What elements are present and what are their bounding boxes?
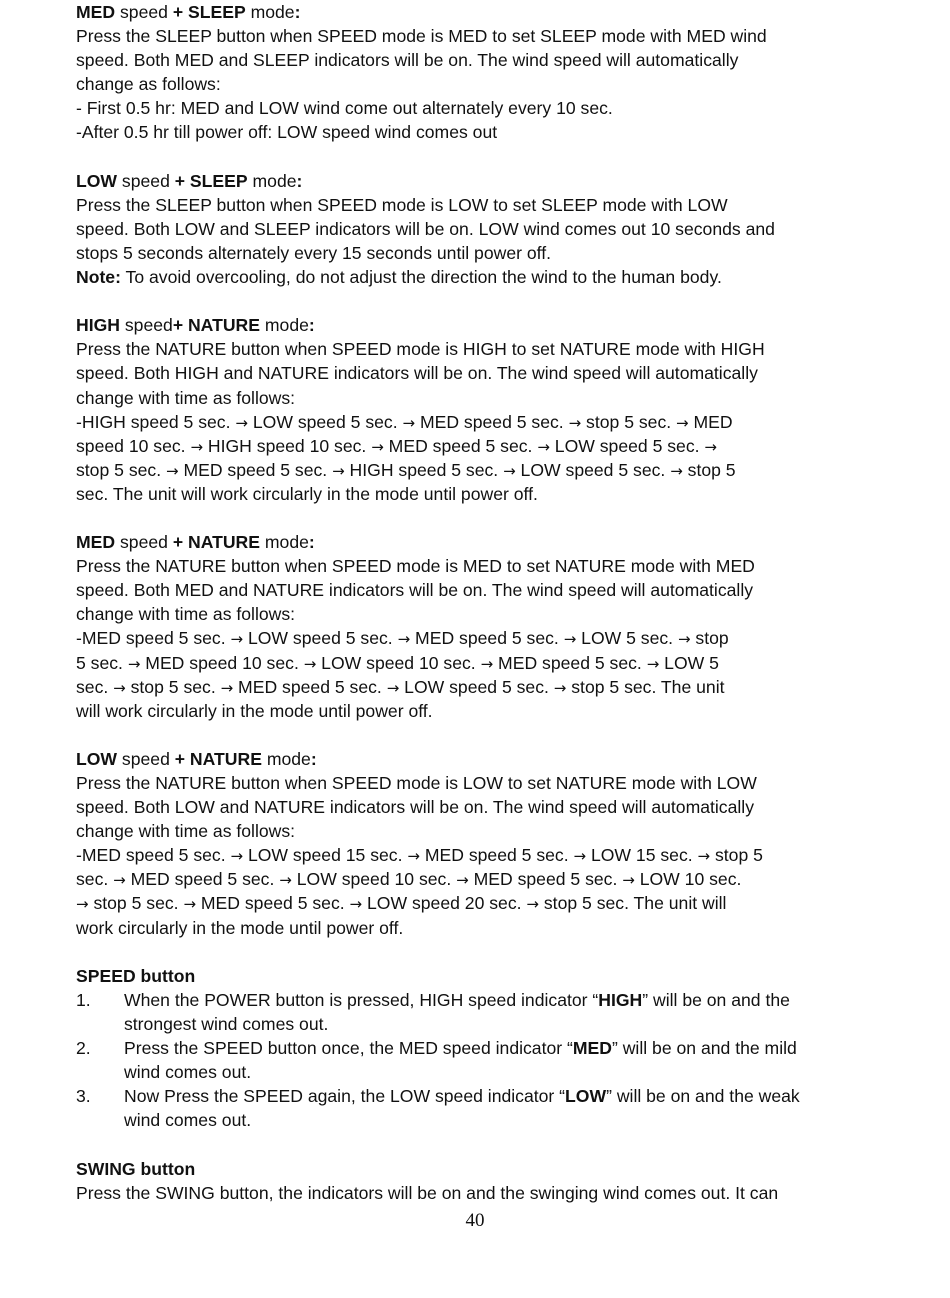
list-text: When the POWER button is pressed, HIGH speed indicator “HIGH” will be on and the xyxy=(124,989,790,1010)
section-swing-button xyxy=(76,1157,876,1205)
section-heading: MED speed + NATURE mode: xyxy=(76,532,315,553)
paragraph-line: - First 0.5 hr: MED and LOW wind come out alternately every 10 sec. xyxy=(76,98,613,119)
section-low-nature xyxy=(76,747,876,940)
arrow-icon: → xyxy=(677,630,691,649)
section-heading: SPEED button xyxy=(76,965,196,986)
arrow-icon: → xyxy=(113,871,126,890)
arrow-icon: → xyxy=(670,461,683,480)
paragraph-line: change as follows: xyxy=(76,74,221,95)
arrow-icon: → xyxy=(402,413,416,432)
arrow-icon: → xyxy=(279,871,292,890)
arrow-icon: → xyxy=(704,437,717,456)
arrow-icon: → xyxy=(127,654,141,673)
paragraph-line: change with time as follows: xyxy=(76,604,296,625)
arrow-icon: → xyxy=(332,461,345,480)
paragraph-gap xyxy=(76,940,876,964)
section-med-sleep xyxy=(76,0,876,145)
list-text: wind comes out. xyxy=(124,1110,252,1131)
arrow-icon: → xyxy=(646,654,660,673)
paragraph-line: Press the SWING button, the indicators will be on and the swinging wind comes out. It can xyxy=(76,1182,779,1203)
paragraph-gap xyxy=(76,1132,876,1156)
paragraph-line: speed. Both LOW and SLEEP indicators will be on. LOW wind comes out 10 seconds and xyxy=(76,218,775,239)
arrow-icon: → xyxy=(568,413,582,432)
section-low-sleep xyxy=(76,169,876,289)
section-med-nature xyxy=(76,530,876,723)
arrow-icon: → xyxy=(407,847,420,866)
sequence-line: -HIGH speed 5 sec. → LOW speed 5 sec. → MED speed 5 sec. → stop 5 sec. → MED xyxy=(76,411,733,432)
arrow-icon: → xyxy=(235,413,248,432)
paragraph-gap xyxy=(76,723,876,747)
sequence-line: → stop 5 sec. → MED speed 5 sec. → LOW speed 20 sec. → stop 5 sec. The unit will xyxy=(76,893,727,914)
arrow-icon: → xyxy=(230,847,244,866)
arrow-icon: → xyxy=(553,678,567,697)
arrow-icon: → xyxy=(526,895,539,914)
note-line xyxy=(76,265,876,289)
section-heading: LOW speed + NATURE mode: xyxy=(76,748,317,769)
arrow-icon: → xyxy=(113,678,126,697)
paragraph-line: Press the SLEEP button when SPEED mode is MED to set SLEEP mode with MED wind xyxy=(76,26,767,47)
arrow-icon: → xyxy=(220,678,234,697)
paragraph-line: speed. Both MED and SLEEP indicators will be on. The wind speed will automatically xyxy=(76,50,739,71)
paragraph-gap xyxy=(76,289,876,313)
arrow-icon: → xyxy=(303,654,317,673)
paragraph-line: speed. Both MED and NATURE indicators will be on. The wind speed will automatically xyxy=(76,580,754,601)
arrow-icon: → xyxy=(456,871,469,890)
arrow-icon: → xyxy=(386,678,400,697)
list-text: Press the SPEED button once, the MED speed indicator “MED” will be on and the mild xyxy=(124,1038,797,1059)
arrow-icon: → xyxy=(697,847,711,866)
arrow-icon: → xyxy=(573,847,587,866)
paragraph-gap xyxy=(76,145,876,169)
paragraph-line: change with time as follows: xyxy=(76,387,296,408)
list-number: 2. xyxy=(76,1038,91,1059)
arrow-icon: → xyxy=(503,461,516,480)
paragraph-line: speed. Both LOW and NATURE indicators will be on. The wind speed will automatically xyxy=(76,797,755,818)
list-text: Now Press the SPEED again, the LOW speed indicator “LOW” will be on and the weak xyxy=(124,1086,800,1107)
note-label: Note: xyxy=(76,267,121,288)
list-number: 1. xyxy=(76,989,91,1010)
paragraph-line: will work circularly in the mode until power off. xyxy=(76,700,433,721)
section-heading: LOW speed + SLEEP mode: xyxy=(76,170,303,191)
list-item xyxy=(76,988,876,1036)
section-heading: HIGH speed+ NATURE mode: xyxy=(76,315,315,336)
list-text: wind comes out. xyxy=(124,1062,252,1083)
sequence-line: -MED speed 5 sec. → LOW speed 5 sec. → MED speed 5 sec. → LOW 5 sec. → stop xyxy=(76,628,729,649)
section-high-nature xyxy=(76,313,876,506)
paragraph-line: speed. Both HIGH and NATURE indicators will be on. The wind speed will automatically xyxy=(76,363,758,384)
sequence-line: stop 5 sec. → MED speed 5 sec. → HIGH speed 5 sec. → LOW speed 5 sec. → stop 5 xyxy=(76,459,736,480)
paragraph-line: Press the SLEEP button when SPEED mode is LOW to set SLEEP mode with LOW xyxy=(76,194,728,215)
note-text: To avoid overcooling, do not adjust the direction the wind to the human body. xyxy=(120,267,722,288)
sequence-line: speed 10 sec. → HIGH speed 10 sec. → MED speed 5 sec. → LOW speed 5 sec. → xyxy=(76,435,717,456)
arrow-icon: → xyxy=(165,461,179,480)
document-page xyxy=(76,0,876,1205)
arrow-icon: → xyxy=(622,871,635,890)
arrow-icon: → xyxy=(76,895,89,914)
sequence-line: 5 sec. → MED speed 10 sec. → LOW speed 10 sec. → MED speed 5 sec. → LOW 5 xyxy=(76,652,719,673)
arrow-icon: → xyxy=(230,630,244,649)
paragraph-line: -After 0.5 hr till power off: LOW speed wind comes out xyxy=(76,122,498,143)
list-item xyxy=(76,1084,876,1132)
sequence-line: -MED speed 5 sec. → LOW speed 15 sec. → MED speed 5 sec. → LOW 15 sec. → stop 5 xyxy=(76,845,763,866)
paragraph-line: Press the NATURE button when SPEED mode is MED to set NATURE mode with MED xyxy=(76,556,755,577)
arrow-icon: → xyxy=(397,630,411,649)
section-speed-button xyxy=(76,964,876,1133)
paragraph-line: Press the NATURE button when SPEED mode is HIGH to set NATURE mode with HIGH xyxy=(76,339,765,360)
section-heading: SWING button xyxy=(76,1158,196,1179)
paragraph-line: stops 5 seconds alternately every 15 seconds until power off. xyxy=(76,242,551,263)
paragraph-line: change with time as follows: xyxy=(76,821,296,842)
page-number: 40 xyxy=(465,1210,485,1231)
list-number: 3. xyxy=(76,1086,91,1107)
list-text: strongest wind comes out. xyxy=(124,1013,329,1034)
list-item xyxy=(76,1036,876,1084)
arrow-icon: → xyxy=(190,437,204,456)
section-heading: MED speed + SLEEP mode: xyxy=(76,2,301,22)
paragraph-line: Press the NATURE button when SPEED mode is LOW to set NATURE mode with LOW xyxy=(76,773,757,793)
paragraph-line: sec. The unit will work circularly in the mode until power off. xyxy=(76,483,538,504)
arrow-icon: → xyxy=(537,437,550,456)
paragraph-line: work circularly in the mode until power off. xyxy=(76,917,404,938)
paragraph-gap xyxy=(76,506,876,530)
arrow-icon: → xyxy=(676,413,689,432)
arrow-icon: → xyxy=(349,895,363,914)
sequence-line: sec. → stop 5 sec. → MED speed 5 sec. → LOW speed 5 sec. → stop 5 sec. The unit xyxy=(76,676,725,697)
arrow-icon: → xyxy=(371,437,384,456)
arrow-icon: → xyxy=(480,654,494,673)
sequence-line: sec. → MED speed 5 sec. → LOW speed 10 sec. → MED speed 5 sec. → LOW 10 sec. xyxy=(76,869,742,890)
arrow-icon: → xyxy=(563,630,577,649)
arrow-icon: → xyxy=(183,895,197,914)
